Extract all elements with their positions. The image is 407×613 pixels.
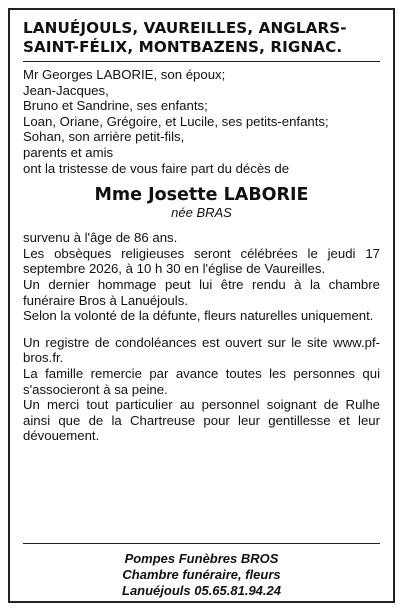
announcement-body (23, 230, 380, 444)
family-line: parents et amis (23, 144, 114, 160)
family-line: Mr Georges LABORIE, son époux; (23, 67, 226, 82)
funeral-text: Les obsèques religieuses seront célébrées le jeudi 17 septembre 2026, à 10 h 30 en l'église de Vaureilles. (23, 245, 380, 277)
family-line: Loan, Oriane, Grégoire, et Lucile, ses petits-enfants; (23, 113, 329, 129)
register-text: Un registre de condoléances est ouvert sur le site www.pf-bros.fr. (23, 334, 380, 366)
family-line: Bruno et Sandrine, ses enfants; (23, 98, 208, 114)
paragraph-gap (23, 324, 380, 335)
family-line: ont la tristesse de vous faire part du décès de (23, 160, 290, 176)
funeral-home-service: Chambre funéraire, fleurs (122, 567, 281, 582)
family-line: Sohan, son arrière petit-fils, (23, 129, 185, 145)
flowers-text: Selon la volonté de la défunte, fleurs naturelles uniquement. (23, 308, 374, 324)
deceased-name: Mme Josette LABORIE (94, 185, 309, 206)
places-line-1: LANUÉJOULS, VAUREILLES, ANGLARS- (23, 19, 347, 37)
maiden-name: née BRAS (171, 205, 232, 221)
funeral-home-contact: Lanuéjouls 05.65.81.94.24 (122, 583, 281, 598)
places-line-2: SAINT-FÉLIX, MONTBAZENS, RIGNAC. (23, 38, 343, 56)
funeral-home-footer (23, 543, 380, 599)
family-list (23, 67, 380, 176)
staff-thanks-text: Un merci tout particulier au personnel soignant de Rulhe ainsi que de la Chartreuse pour leur gentillesse et leur dévouement. (23, 397, 380, 444)
tribute-text: Un dernier hommage peut lui être rendu à la chambre funéraire Bros à Lanuéjouls. (23, 276, 380, 308)
thanks-text: La famille remercie par avance toutes les personnes qui s'associeront à sa peine. (23, 365, 380, 397)
obituary-notice (8, 8, 395, 603)
age-text: survenu à l'âge de 86 ans. (23, 230, 178, 246)
family-line: Jean-Jacques, (23, 82, 109, 98)
funeral-home-name: Pompes Funèbres BROS (124, 551, 279, 566)
places-heading (23, 19, 380, 62)
